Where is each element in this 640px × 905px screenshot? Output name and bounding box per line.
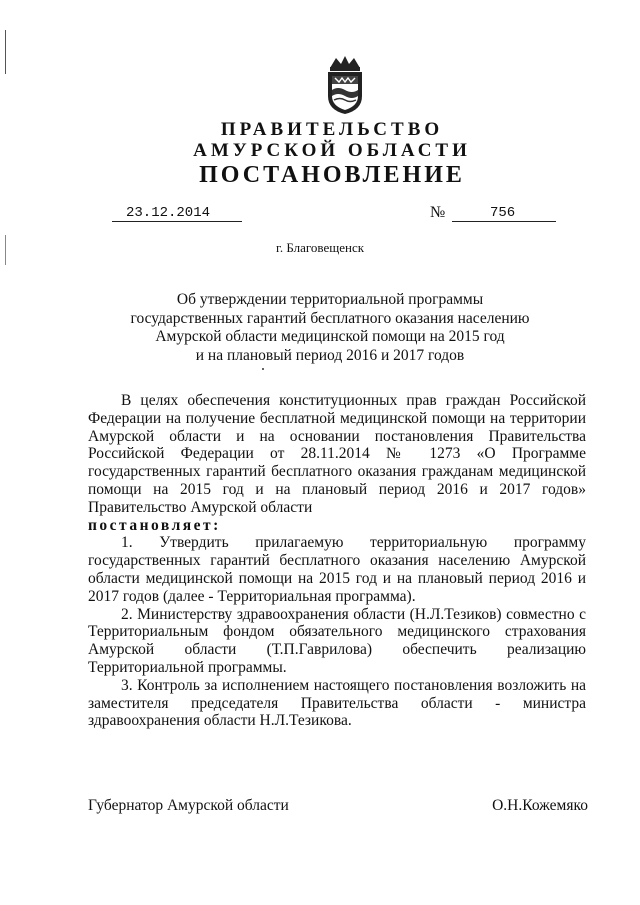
scan-edge-mark	[5, 30, 6, 74]
subject-line: государственных гарантий бесплатного оказания населению	[130, 309, 530, 327]
ruling-word: постановляет:	[88, 516, 221, 534]
document-type-title: ПОСТАНОВЛЕНИЕ	[199, 162, 465, 188]
document-number-label: №	[430, 204, 446, 221]
signatory-title: Губернатор Амурской области	[88, 797, 289, 814]
issue-city: г. Благовещенск	[275, 240, 365, 255]
government-name-line2: АМУРСКОЙ ОБЛАСТИ	[193, 140, 471, 161]
government-name-line1: ПРАВИТЕЛЬСТВО	[220, 119, 444, 140]
signatory-name: О.Н.Кожемяко	[492, 797, 588, 814]
subject-line: Об утверждении территориальной программы	[176, 291, 484, 308]
subject-line: Амурской области медицинской помощи на 2015 год	[155, 328, 505, 345]
item-paragraph: 3. Контроль за исполнением настоящего постановления возложить на заместителя председателя Правительства области - министра здравоохранения области Н.Л.Тезикова.	[88, 676, 586, 730]
document-body	[88, 392, 586, 730]
amur-region-coat-of-arms-icon	[322, 54, 368, 116]
document-date: 23.12.2014	[112, 205, 242, 222]
scan-speck	[262, 368, 264, 370]
item-paragraph: 1. Утвердить прилагаемую территориальную программу государственных гарантий бесплатного оказания населению Амурской области медицинской помощи на 2015 год и на плановый период 2016 и 2017 годов (далее - Территориальная программа).	[88, 534, 586, 605]
item-paragraph: 2. Министерству здравоохранения области (Н.Л.Тезиков) совместно с Территориальным фондом обязательного медицинского страхования Амурской области (Т.П.Гаврилова) обеспечить реализацию Территориальной программы.	[88, 605, 586, 676]
document-number: 756	[452, 205, 556, 222]
preamble-paragraph: В целях обеспечения конституционных прав граждан Российской Федерации на получение бесплатной медицинской помощи на территории Амурской области и на основании постановления Правительства Российской Федерации от 28.11.2014 № 1273 «О Программе государственных гарантий бесплатного оказания гражданам медицинской помощи на 2015 год и на плановый период 2016 и 2017 годов» Правительство Амурской области	[88, 392, 586, 516]
subject-line: и на плановый период 2016 и 2017 годов	[195, 346, 465, 364]
document-subject	[110, 291, 550, 365]
